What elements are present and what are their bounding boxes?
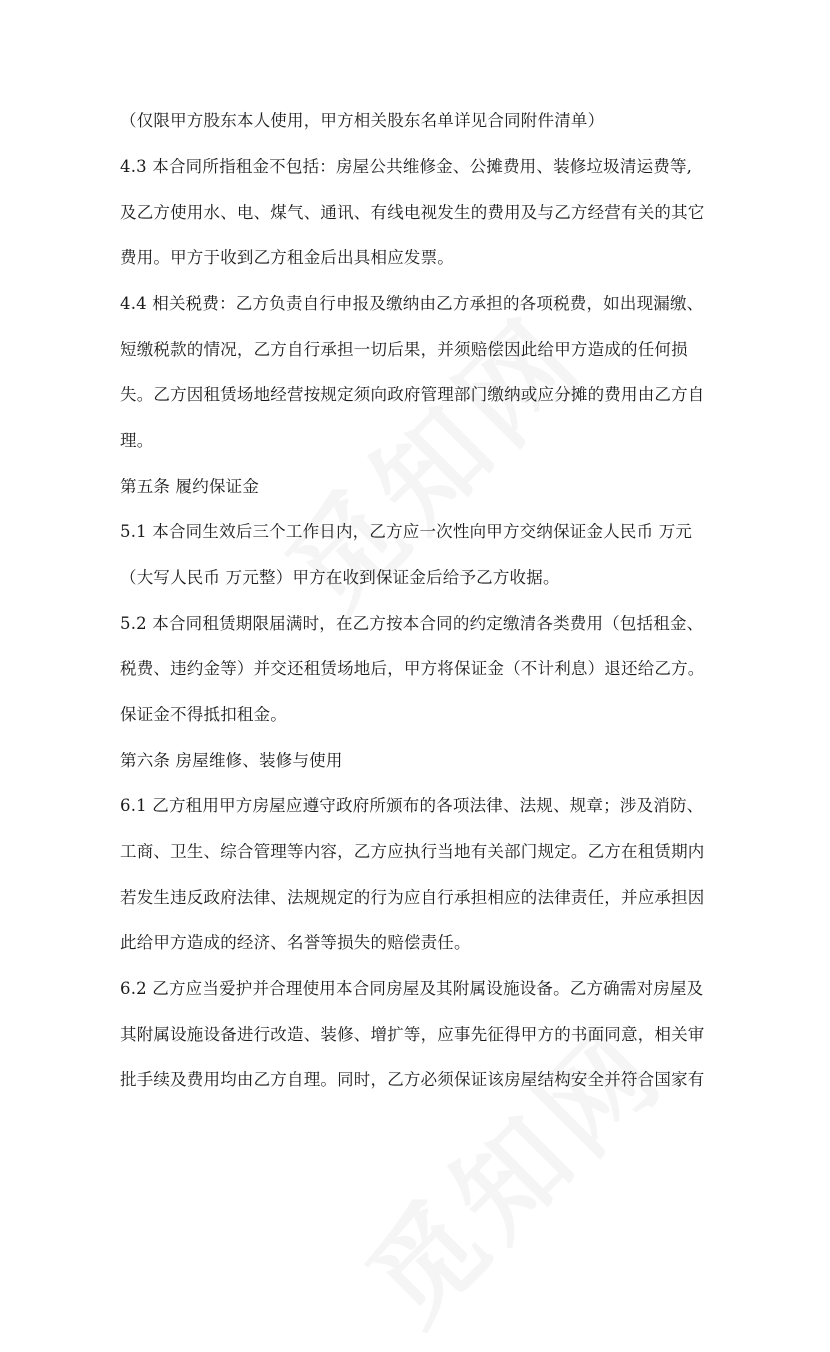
clause-text-line: 费用。甲方于收到乙方租金后出具相应发票。	[120, 248, 454, 267]
article-6-heading: 第六条 房屋维修、装修与使用	[120, 751, 343, 770]
clause-text-line: 其附属设施设备进行改造、装修、增扩等，应事先征得甲方的书面同意，相关审	[120, 1025, 705, 1044]
clause-text-line: 短缴税款的情况，乙方自行承担一切后果，并须赔偿因此给甲方造成的任何损	[120, 340, 688, 359]
clause-text-line: 若发生违反政府法律、法规规定的行为应自行承担相应的法律责任，并应承担因	[120, 888, 705, 907]
clause-text-line: 保证金不得抵扣租金。	[120, 705, 287, 724]
clause-6-2-line: 6.2 乙方应当爱护并合理使用本合同房屋及其附属设施设备。乙方确需对房屋及	[120, 979, 704, 998]
clause-text-line: （大写人民币 万元整）甲方在收到保证金后给予乙方收据。	[120, 568, 560, 587]
clause-text-line: 理。	[120, 431, 154, 450]
clause-4-4-line: 4.4 相关税费：乙方负责自行申报及缴纳由乙方承担的各项税费，如出现漏缴、	[120, 294, 704, 313]
clause-text-line: 税费、违约金等）并交还租赁场地后，甲方将保证金（不计利息）退还给乙方。	[120, 659, 705, 678]
clause-text-line: （仅限甲方股东本人使用，甲方相关股东名单详见合同附件清单）	[120, 111, 605, 130]
clause-5-1-line: 5.1 本合同生效后三个工作日内，乙方应一次性向甲方交纳保证金人民币 万元	[120, 522, 693, 541]
clause-4-3-line: 4.3 本合同所指租金不包括：房屋公共维修金、公摊费用、装修垃圾清运费等,	[120, 157, 693, 176]
clause-6-1-line: 6.1 乙方租用甲方房屋应遵守政府所颁布的各项法律、法规、规章；涉及消防、	[120, 796, 704, 815]
clause-5-2-line: 5.2 本合同租赁期限届满时，在乙方按本合同的约定缴清各类费用（包括租金、	[120, 614, 704, 633]
clause-text-line: 批手续及费用均由乙方自理。同时，乙方必须保证该房屋结构安全并符合国家有	[120, 1070, 705, 1089]
article-5-heading: 第五条 履约保证金	[120, 477, 260, 496]
clause-text-line: 失。乙方因租赁场地经营按规定须向政府管理部门缴纳或应分摊的费用由乙方自	[120, 385, 705, 404]
clause-text-line: 工商、卫生、综合管理等内容，乙方应执行当地有关部门规定。乙方在租赁期内	[120, 842, 705, 861]
clause-text-line: 此给甲方造成的经济、名誉等损失的赔偿责任。	[120, 933, 471, 952]
clause-text-line: 及乙方使用水、电、煤气、通讯、有线电视发生的费用及与乙方经营有关的其它	[120, 203, 705, 222]
